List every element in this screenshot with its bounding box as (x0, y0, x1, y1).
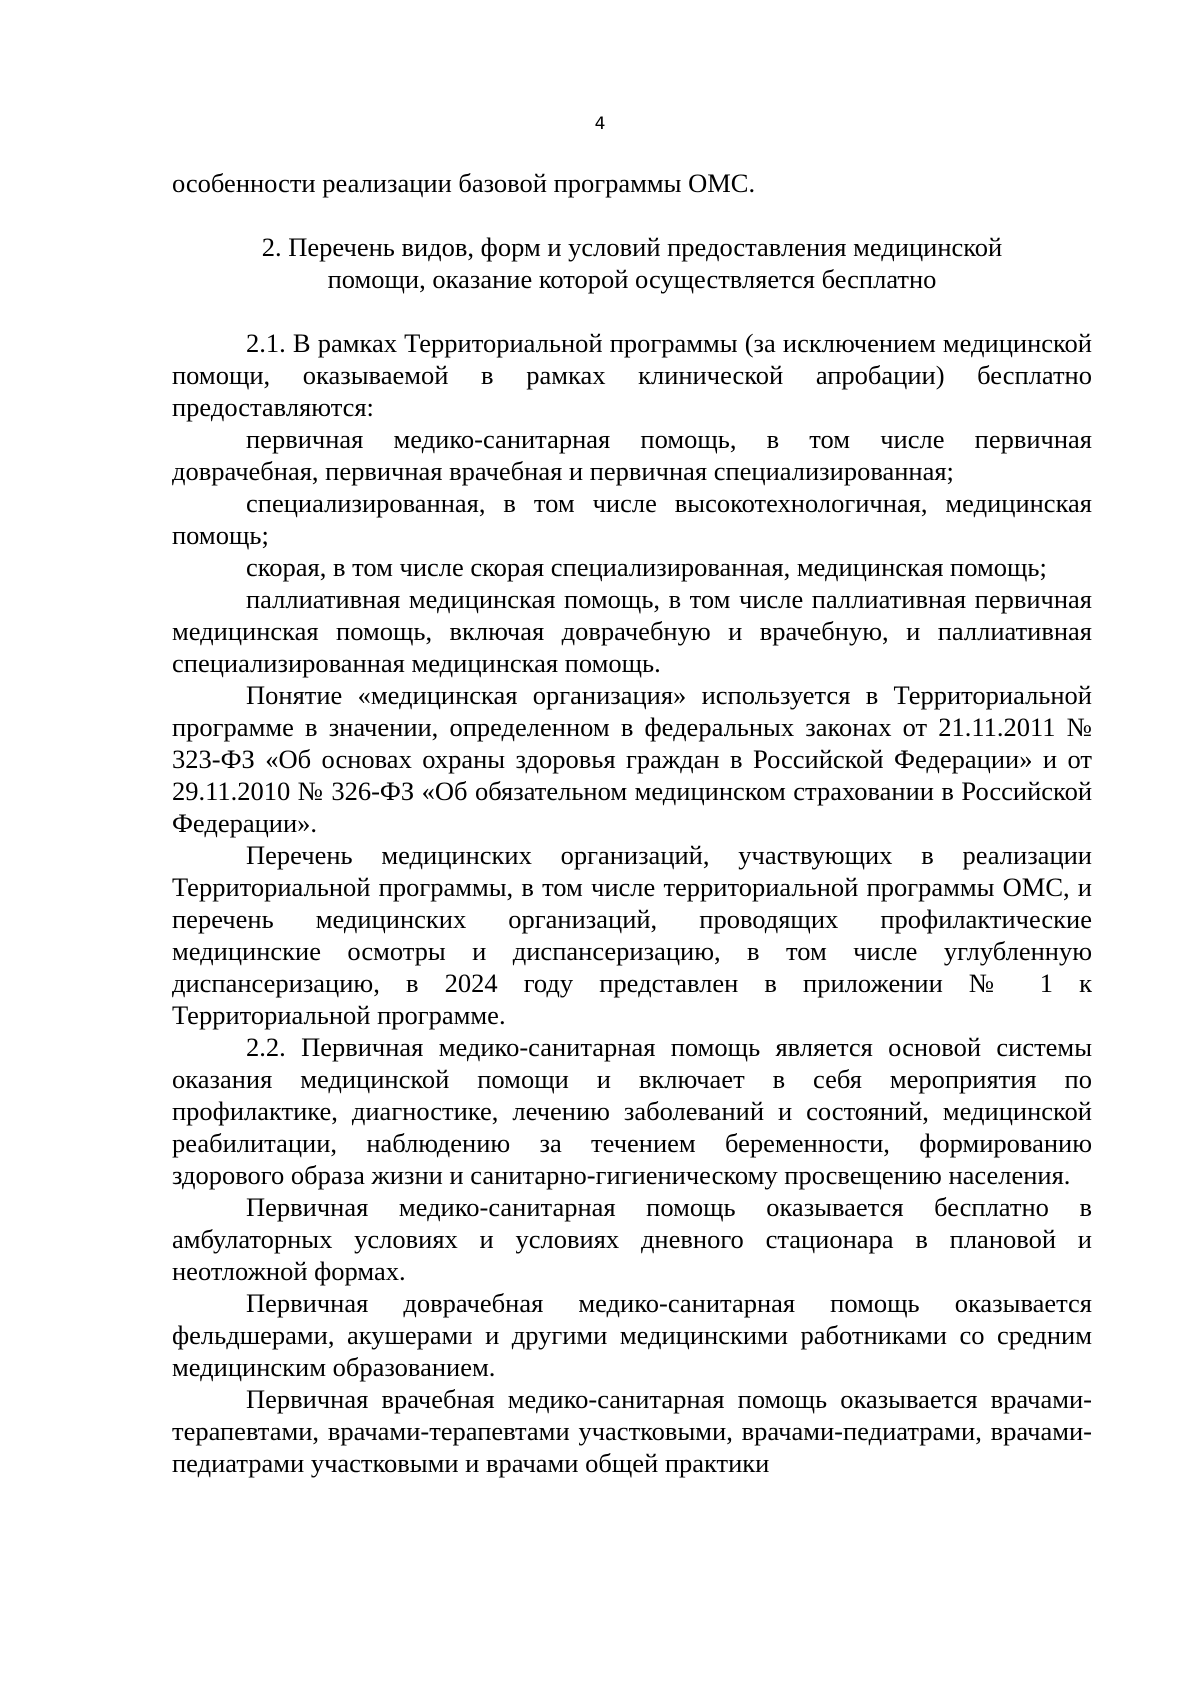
paragraph-palliative-care: паллиативная медицинская помощь, в том числе паллиативная первичная медицинская помощь, включая доврачебную и врачебную, и паллиативная специализированная медицинская помощь. (172, 584, 1092, 678)
paragraph-free-care: Первичная медико-санитарная помощь оказывается бесплатно в амбулаторных условиях и условиях дневного стационара в плановой и неотложной формах. (172, 1192, 1092, 1286)
paragraph-medical-organization: Понятие «медицинская организация» используется в Территориальной программе в значении, определенном в федеральных законах от 21.11.2011 № 323-ФЗ «Об основах охраны здоровья граждан в Российской Федерации» и от 29.11.2010 № 326-ФЗ «Об обязательном медицинском страховании в Российской Федерации». (172, 680, 1092, 838)
paragraph-physician-care: Первичная врачебная медико-санитарная помощь оказывается врачами-терапевтами, врачами-терапевтами участковыми, врачами-педиатрами, врачами-педиатрами участковыми и врачами общей практики (172, 1384, 1092, 1478)
section-heading: 2. Перечень видов, форм и условий предоставления медицинской помощи, оказание которой осуществляется бесплатно (261, 232, 1003, 294)
paragraph-2-1: 2.1. В рамках Территориальной программы (за исключением медицинской помощи, оказываемой в рамках клинической апробации) бесплатно предоставляются: (172, 328, 1092, 422)
paragraph-emergency-care: скорая, в том числе скорая специализированная, медицинская помощь; (246, 552, 1047, 582)
paragraph-2-2: 2.2. Первичная медико-санитарная помощь является основой системы оказания медицинской помощи и включает в себя мероприятия по профилактике, диагностике, лечению заболеваний и состояний, медицинской реабилитации, наблюдению за течением беременности, формированию здорового образа жизни и санитарно-гигиеническому просвещению населения. (172, 1032, 1092, 1190)
continuation-text: особенности реализации базовой программы ОМС. (172, 168, 756, 198)
paragraph-prephysician-care: Первичная доврачебная медико-санитарная помощь оказывается фельдшерами, акушерами и другими медицинскими работниками со средним медицинским образованием. (172, 1288, 1092, 1382)
document-body (172, 167, 1092, 1479)
paragraph-specialized-care: специализированная, в том числе высокотехнологичная, медицинская помощь; (172, 488, 1092, 550)
page-number: 4 (594, 114, 606, 134)
paragraph-organizations-list: Перечень медицинских организаций, участвующих в реализации Территориальной программы, в том числе территориальной программы ОМС, и перечень медицинских организаций, проводящих профилактические медицинские осмотры и диспансеризацию, в том числе углубленную диспансеризацию, в 2024 году представлен в приложении № 1 к Территориальной программе. (172, 840, 1092, 1030)
paragraph-primary-care: первичная медико-санитарная помощь, в том числе первичная доврачебная, первичная врачебная и первичная специализированная; (172, 424, 1092, 486)
